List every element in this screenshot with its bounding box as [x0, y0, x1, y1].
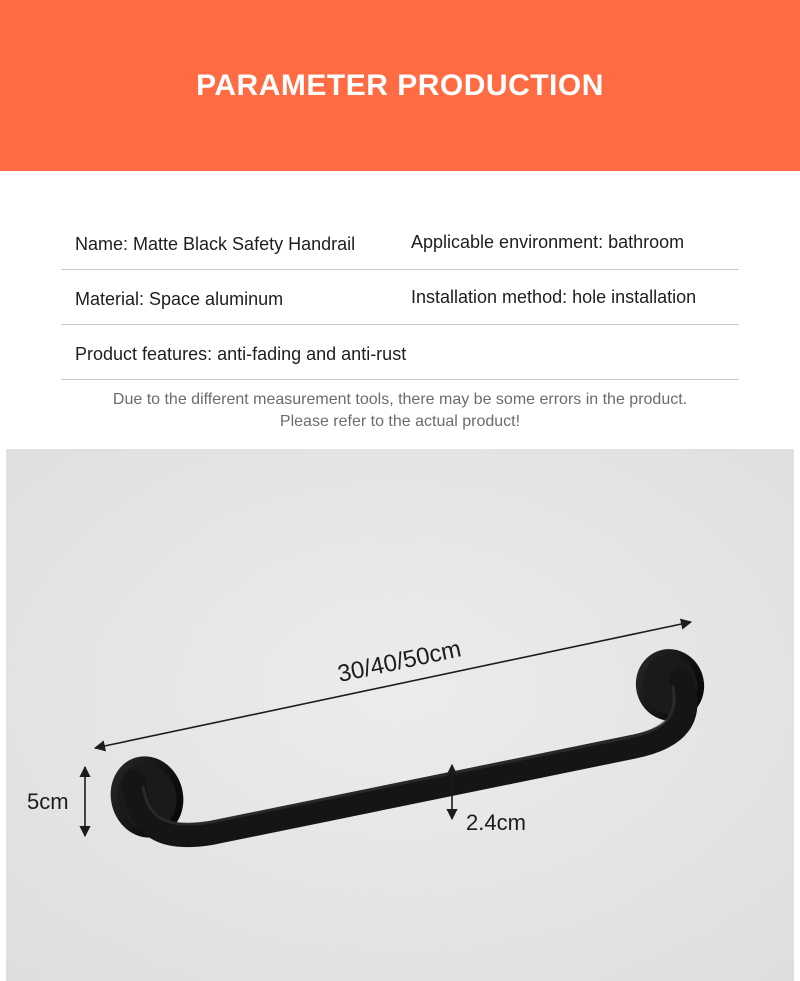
disclaimer-line-2: Please refer to the actual product!: [279, 413, 521, 430]
spec-table: [61, 218, 739, 380]
height-label: 5cm: [27, 789, 69, 814]
page-title: PARAMETER PRODUCTION: [196, 68, 604, 102]
spec-name: Name: Matte Black Safety Handrail: [75, 234, 356, 254]
spec-material: Material: Space aluminum: [75, 289, 284, 309]
spec-row: [61, 218, 739, 270]
spec-row: [61, 270, 739, 325]
length-label: 30/40/50cm: [335, 635, 464, 688]
header-banner: [0, 0, 800, 171]
product-image: [6, 449, 794, 981]
spec-features: Product features: anti-fading and anti-rust: [75, 344, 407, 364]
disclaimer-line-1: Due to the different measurement tools, there may be some errors in the product.: [112, 391, 688, 408]
spec-row: [61, 325, 739, 380]
diameter-label: 2.4cm: [466, 810, 526, 835]
measurement-disclaimer: [0, 389, 800, 433]
spec-installation: Installation method: hole installation: [411, 287, 697, 307]
spec-environment: Applicable environment: bathroom: [411, 232, 685, 252]
